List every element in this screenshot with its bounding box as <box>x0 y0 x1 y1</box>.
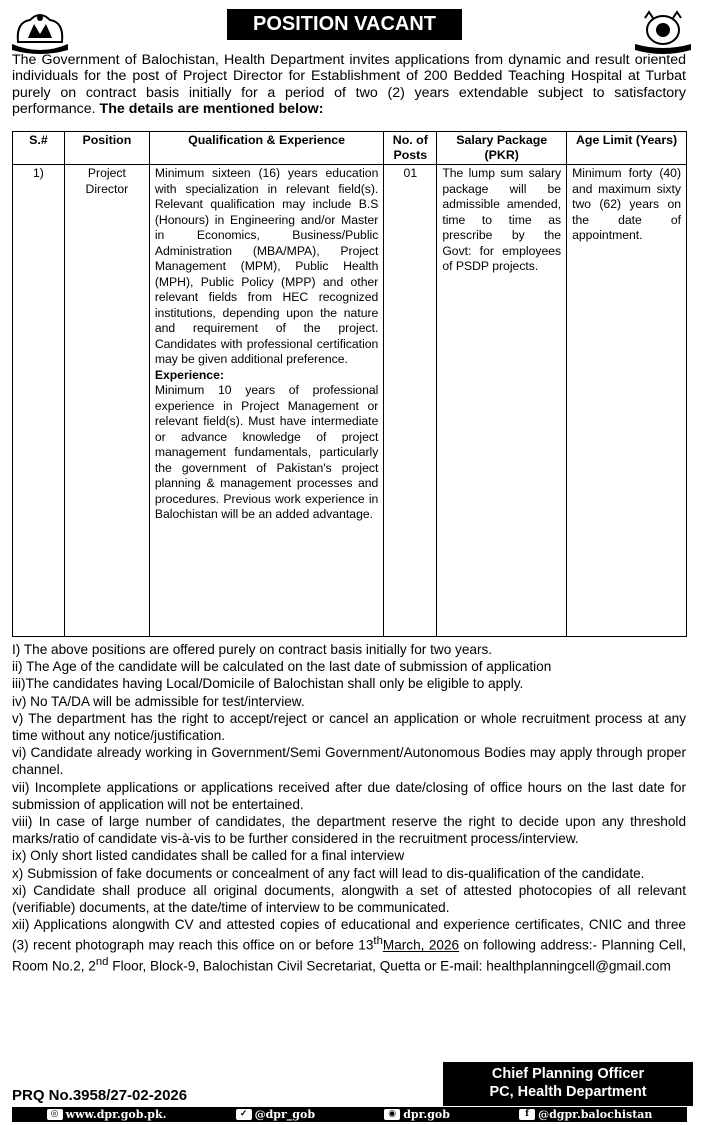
footer-instagram[interactable] <box>384 1108 450 1121</box>
note12-sup2: nd <box>95 956 109 969</box>
signoff-title: Chief Planning Officer <box>491 1066 645 1082</box>
experience-heading: Experience: <box>154 367 224 382</box>
note12-after2: Floor, Block-9, Balochistan Civil Secretariat, Quetta or E-mail: healthplanningcell@gmail.com <box>108 958 671 974</box>
cell-salary: The lump sum salary package will be admissible amended, time to time as prescribe by the Govt: for employees of PSDP projects. <box>437 165 567 637</box>
footer-twitter-text: @dpr_gob <box>254 1108 316 1121</box>
page-title: POSITION VACANT <box>227 9 462 40</box>
note-item: ix) Only short listed candidates shall be called for a final interview <box>12 848 405 864</box>
globe-icon: ◎ <box>47 1109 63 1120</box>
facebook-icon: f <box>519 1109 535 1120</box>
footer-bar <box>12 1107 687 1122</box>
signoff-block <box>443 1062 693 1106</box>
footer-website[interactable] <box>47 1108 167 1121</box>
note-item: iii)The candidates having Local/Domicile of Balochistan shall only be eligible to apply. <box>12 676 524 692</box>
note-item: x) Submission of fake documents or concealment of any fact will lead to dis-qualification of the candidate. <box>12 865 645 881</box>
note-item: iv) No TA/DA will be admissible for test/interview. <box>12 693 305 709</box>
position-table <box>12 131 687 637</box>
note12-after: on following address:- Planning Cell, Room No.2, 2 <box>12 937 687 974</box>
table-header-row <box>13 132 687 165</box>
footer-facebook[interactable] <box>519 1108 652 1121</box>
table-row <box>13 165 687 637</box>
intro-bold-tail: The details are mentioned below: <box>99 100 324 117</box>
col-position: Position <box>64 132 149 165</box>
note-item: I) The above positions are offered purely on contract basis initially for two years. <box>12 642 493 657</box>
government-seal-logo <box>631 8 695 56</box>
cell-sno: 1) <box>13 165 65 637</box>
note-item: vi) Candidate already working in Government/Semi Government/Autonomous Bodies may apply through proper channel. <box>12 745 686 778</box>
deadline-date: March, 2026 <box>382 937 460 953</box>
cell-posts: 01 <box>384 165 437 637</box>
qualification-text: Minimum sixteen (16) years education with specialization in relevant field(s). Relevant qualification may include B.S (Honours) in Engineering and/or Master in Economics, Business/Public Administration (MBA/MPA), Project Management (MPM), Public Health (MPH), Public Policy (MPP) and other relevant fields from HEC recognized institutions, depending upon the nature and requirement of the project. Candidates with professional certification may be given additional preference. <box>154 166 379 366</box>
col-sno: S.# <box>13 132 65 165</box>
signoff-department: PC, Health Department <box>489 1084 647 1100</box>
cell-position: Project Director <box>64 165 149 637</box>
note-item: v) The department has the right to accept/reject or cancel an application or whole recruitment process at any time without any notice/justification. <box>12 710 686 744</box>
footer-website-text: www.dpr.gob.pk. <box>65 1108 167 1121</box>
col-salary: Salary Package (PKR) <box>437 132 567 165</box>
instagram-icon: ◉ <box>384 1109 400 1120</box>
col-qualification: Qualification & Experience <box>149 132 384 165</box>
prq-number: PRQ No.3958/27-02-2026 <box>12 1087 188 1104</box>
col-age: Age Limit (Years) <box>567 132 687 165</box>
note12-before: xii) Applications alongwith CV and attested copies of educational and experience certificates, CNIC and three (3) recent photograph may reach this office on or before 13 <box>12 917 686 953</box>
footer-facebook-text: @dgpr.balochistan <box>538 1108 653 1121</box>
twitter-icon: ✓ <box>236 1109 252 1120</box>
footer-instagram-text: dpr.gob <box>403 1108 450 1121</box>
footer-twitter[interactable] <box>236 1108 315 1121</box>
cell-qualification <box>149 165 384 637</box>
note-item: viii) In case of large number of candidates, the department reserve the right to decide upon any threshold marks/ratio of candidate vis-à-vis to be further considered in the recruitment process/interview. <box>12 814 686 847</box>
health-department-logo <box>8 8 72 56</box>
note-item: xi) Candidate shall produce all original documents, alongwith a set of attested photocopies of all relevant (verifiable) documents, at the date/time of interview to be communicated. <box>12 882 686 916</box>
cell-age: Minimum forty (40) and maximum sixty two (62) years on the date of appointment. <box>567 165 687 637</box>
intro-text: The Government of Balochistan, Health Department invites applications from dynamic and result oriented individuals for the post of Project Director for Establishment of 200 Bedded Teaching Hospital at Turbat purely on contract basis initially for a period of two (2) years extendable subject to satisfactory performance. <box>12 52 686 117</box>
col-posts: No. of Posts <box>384 132 437 165</box>
note-item-address <box>12 916 686 975</box>
note12-sup: th <box>373 935 383 948</box>
note-item: vii) Incomplete applications or applications received after due date/closing of office hours on the last date for submission of application will not be entertained. <box>12 779 686 812</box>
note-item: ii) The Age of the candidate will be calculated on the last date of submission of application <box>12 659 552 675</box>
intro-paragraph <box>12 52 686 117</box>
experience-text: Minimum 10 years of professional experience in Project Management or relevant field(s). Must have intermediate or advance knowledge of project management fundamentals, particularly the government of Pakistan's project planning & management processes and procedures. Previous work experience in Balochistan will be an added advantage. <box>154 383 379 521</box>
terms-list <box>12 641 686 975</box>
